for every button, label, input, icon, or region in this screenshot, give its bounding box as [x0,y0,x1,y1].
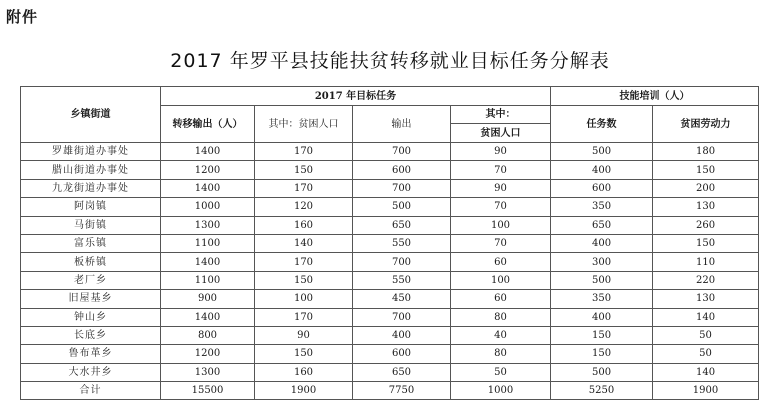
cell-poor-labor: 50 [653,326,759,344]
header-export: 输出 [353,106,451,143]
cell-poor: 170 [255,253,353,271]
cell-transfer: 900 [161,290,255,308]
cell-transfer: 1300 [161,363,255,381]
cell-transfer: 1400 [161,179,255,197]
cell-transfer: 1200 [161,345,255,363]
cell-output: 700 [353,308,451,326]
cell-output: 550 [353,271,451,289]
cell-output: 650 [353,216,451,234]
cell-transfer: 1000 [161,198,255,216]
cell-poor-labor: 1900 [653,382,759,400]
cell-tasks: 350 [551,198,653,216]
cell-transfer: 1100 [161,271,255,289]
table-row [21,198,759,216]
cell-output: 450 [353,290,451,308]
task-breakdown-table [20,86,759,400]
header-transfer-output: 转移输出（人） [161,106,255,143]
cell-poor: 1900 [255,382,353,400]
cell-poor-labor: 130 [653,290,759,308]
cell-poor: 170 [255,143,353,161]
table-row [21,271,759,289]
table-row [21,308,759,326]
cell-poor-labor: 180 [653,143,759,161]
cell-town: 罗雄街道办事处 [21,143,161,161]
header-target-group: 2017 年目标任务 [161,87,551,106]
cell-output: 700 [353,179,451,197]
cell-output-poor: 60 [451,290,551,308]
cell-poor: 150 [255,271,353,289]
cell-poor-labor: 140 [653,363,759,381]
cell-poor: 100 [255,290,353,308]
header-of-which-poor-population: 其中：贫困人口 [255,106,353,143]
table-row [21,234,759,252]
cell-poor: 160 [255,216,353,234]
cell-town: 九龙街道办事处 [21,179,161,197]
cell-poor-labor: 260 [653,216,759,234]
cell-town: 长底乡 [21,326,161,344]
cell-transfer: 1400 [161,308,255,326]
attachment-label: 附件 [6,8,39,26]
cell-output-poor: 100 [451,216,551,234]
table-row [21,179,759,197]
cell-tasks: 400 [551,161,653,179]
cell-poor: 170 [255,179,353,197]
cell-poor: 90 [255,326,353,344]
cell-town: 鲁布革乡 [21,345,161,363]
table-row [21,216,759,234]
cell-transfer: 800 [161,326,255,344]
cell-poor-labor: 130 [653,198,759,216]
table-row [21,326,759,344]
cell-output-poor: 1000 [451,382,551,400]
cell-tasks: 400 [551,308,653,326]
cell-transfer: 1400 [161,253,255,271]
cell-transfer: 1200 [161,161,255,179]
header-training-group: 技能培训（人） [551,87,759,106]
cell-town: 钟山乡 [21,308,161,326]
cell-transfer: 15500 [161,382,255,400]
cell-town: 阿岗镇 [21,198,161,216]
cell-output: 400 [353,326,451,344]
cell-town: 马街镇 [21,216,161,234]
table-row [21,290,759,308]
table-row [21,363,759,381]
cell-output: 7750 [353,382,451,400]
cell-poor: 150 [255,345,353,363]
cell-output-poor: 50 [451,363,551,381]
cell-tasks: 650 [551,216,653,234]
cell-tasks: 5250 [551,382,653,400]
cell-poor: 150 [255,161,353,179]
cell-poor: 170 [255,308,353,326]
cell-town: 板桥镇 [21,253,161,271]
cell-transfer: 1400 [161,143,255,161]
cell-output: 550 [353,234,451,252]
cell-poor: 140 [255,234,353,252]
cell-output: 700 [353,143,451,161]
header-poor-labor: 贫困劳动力 [653,106,759,143]
header-of-which: 其中： [451,106,551,124]
cell-output-poor: 70 [451,234,551,252]
cell-output: 700 [353,253,451,271]
cell-transfer: 1100 [161,234,255,252]
cell-output: 650 [353,363,451,381]
header-town: 乡镇街道 [21,87,161,143]
cell-poor-labor: 110 [653,253,759,271]
cell-output-poor: 90 [451,143,551,161]
cell-town: 腊山街道办事处 [21,161,161,179]
cell-poor-labor: 50 [653,345,759,363]
header-task-count: 任务数 [551,106,653,143]
cell-output-poor: 90 [451,179,551,197]
cell-tasks: 150 [551,345,653,363]
cell-output: 500 [353,198,451,216]
table-body [21,143,759,400]
cell-poor-labor: 220 [653,271,759,289]
table-row [21,253,759,271]
cell-transfer: 1300 [161,216,255,234]
cell-output-poor: 80 [451,308,551,326]
table-row [21,382,759,400]
cell-tasks: 500 [551,271,653,289]
cell-output: 600 [353,345,451,363]
table-row [21,345,759,363]
cell-tasks: 150 [551,326,653,344]
cell-tasks: 500 [551,363,653,381]
cell-town: 大水井乡 [21,363,161,381]
header-poor-population: 贫困人口 [451,124,551,143]
cell-tasks: 300 [551,253,653,271]
cell-tasks: 600 [551,179,653,197]
cell-output-poor: 70 [451,198,551,216]
cell-output-poor: 80 [451,345,551,363]
cell-town: 旧屋基乡 [21,290,161,308]
cell-output-poor: 40 [451,326,551,344]
cell-tasks: 350 [551,290,653,308]
cell-tasks: 400 [551,234,653,252]
table-row [21,143,759,161]
cell-output: 600 [353,161,451,179]
cell-poor-labor: 150 [653,161,759,179]
table-row [21,161,759,179]
cell-poor-labor: 200 [653,179,759,197]
cell-town: 富乐镇 [21,234,161,252]
cell-poor-labor: 150 [653,234,759,252]
cell-poor: 160 [255,363,353,381]
cell-poor: 120 [255,198,353,216]
cell-poor-labor: 140 [653,308,759,326]
cell-town: 老厂乡 [21,271,161,289]
cell-output-poor: 70 [451,161,551,179]
cell-output-poor: 60 [451,253,551,271]
cell-tasks: 500 [551,143,653,161]
cell-town: 合计 [21,382,161,400]
page-title: 2017 年罗平县技能扶贫转移就业目标任务分解表 [170,50,610,72]
cell-output-poor: 100 [451,271,551,289]
